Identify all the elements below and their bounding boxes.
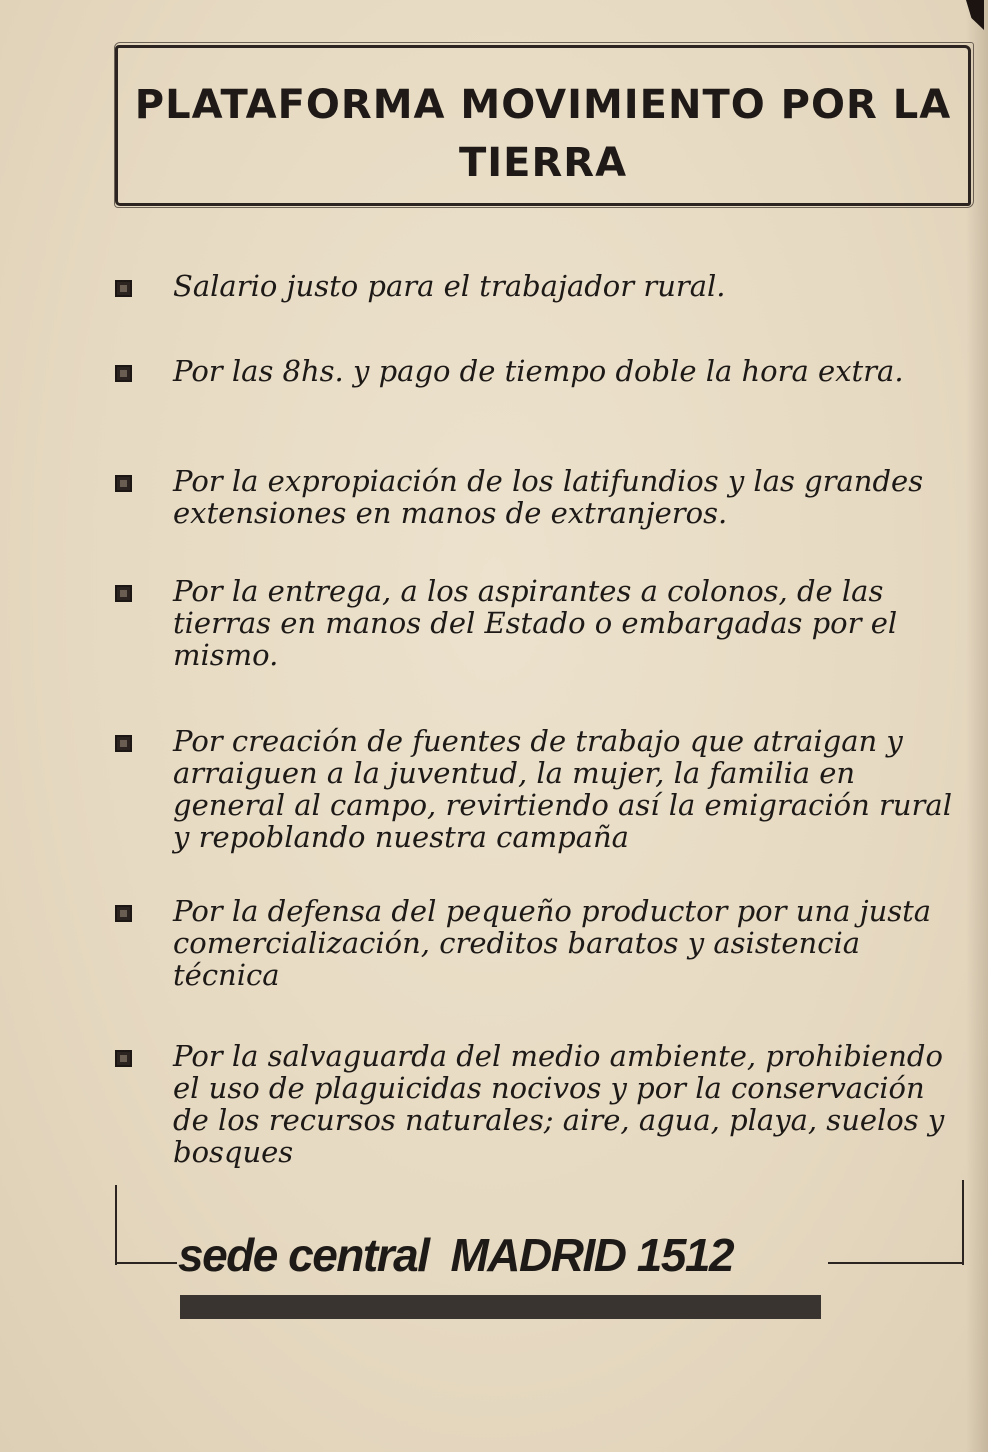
list-item-text: Por la expropiación de los latifundios y las grandes extensiones en manos de extranjeros.: [173, 464, 924, 530]
square-bullet-icon: [115, 735, 132, 752]
footer-bracket-right: [962, 1180, 964, 1265]
list-item-text: Por la salvaguarda del medio ambiente, prohibiendo el uso de plaguicidas nocivos y por la conservación de los recursos naturales; aire, agua, playa, suelos y bosques: [173, 1039, 945, 1169]
list-item-text: Salario justo para el trabajador rural.: [173, 269, 726, 303]
footer-rule-left: [117, 1262, 177, 1264]
list-item-text: Por la defensa del pequeño productor por una justa comercialización, creditos baratos y asistencia técnica: [173, 894, 932, 992]
list-item-text: Por creación de fuentes de trabajo que atraigan y arraiguen a la juventud, la mujer, la familia en general al campo, revirtiendo así la emigración rural y repoblando nuestra campaña: [173, 724, 952, 854]
list-item: [115, 575, 965, 685]
footer-rule-right: [828, 1262, 962, 1264]
square-bullet-icon: [115, 280, 132, 297]
square-bullet-icon: [115, 585, 132, 602]
list-item-text: Por las 8hs. y pago de tiempo doble la hora extra.: [173, 354, 904, 388]
title-box: [115, 45, 971, 206]
page-edge-shadow: [966, 0, 988, 1452]
list-item: [115, 270, 965, 320]
footer-address: [178, 1225, 828, 1285]
footer-sede-label: sede central: [178, 1229, 429, 1281]
list-item: [115, 1040, 965, 1175]
square-bullet-icon: [115, 905, 132, 922]
square-bullet-icon: [115, 1050, 132, 1067]
list-item: [115, 895, 965, 995]
page-title: PLATAFORMA MOVIMIENTO POR LA TIERRA: [134, 82, 952, 186]
list-item: [115, 355, 965, 425]
list-item: [115, 725, 965, 865]
footer-bar: [180, 1295, 821, 1319]
footer-address-value: MADRID 1512: [450, 1229, 734, 1281]
list-item: [115, 465, 965, 545]
list-item-text: Por la entrega, a los aspirantes a colonos, de las tierras en manos del Estado o embargadas por el mismo.: [173, 574, 898, 672]
square-bullet-icon: [115, 475, 132, 492]
footer-bracket-left: [115, 1185, 117, 1265]
square-bullet-icon: [115, 365, 132, 382]
